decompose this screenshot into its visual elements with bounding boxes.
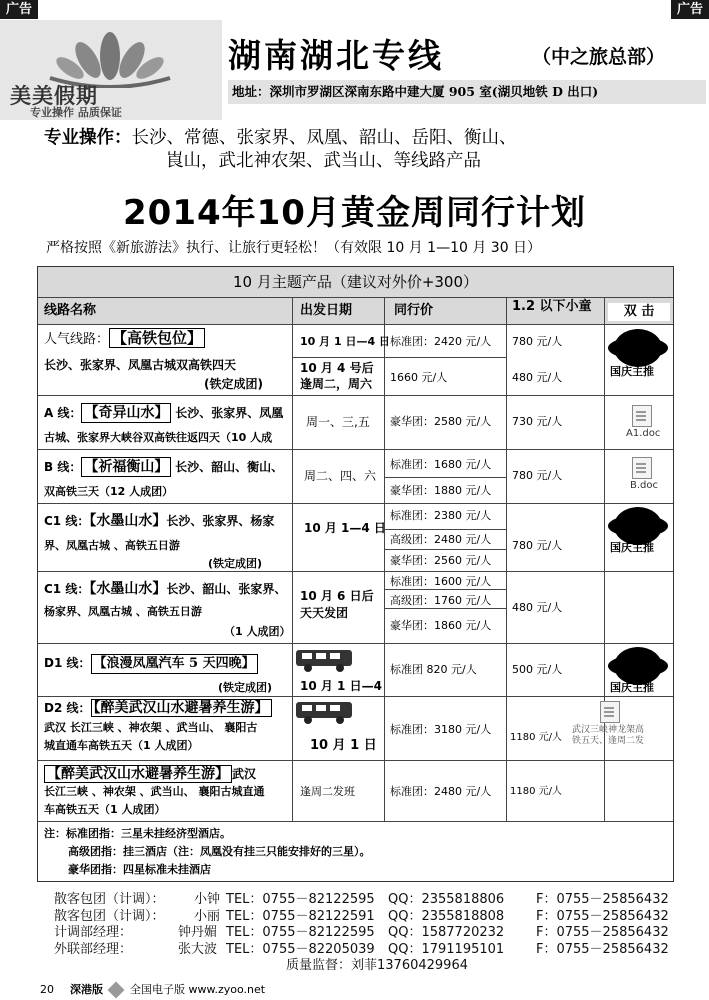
header-date: 出发日期	[300, 303, 353, 318]
rowC1b-price-std: 标准团：1600 元/人	[390, 575, 492, 588]
rowD1-note: (铁定成团)	[218, 681, 273, 694]
doc-icon[interactable]	[632, 405, 652, 427]
rowC1a-title: C1 线：【水墨山水】长沙、张家界、杨家	[44, 513, 275, 529]
page-title: 2014年10月黄金周同行计划	[123, 193, 586, 233]
brand-title: 湖南湖北专线	[228, 36, 444, 75]
rowD1-price: 标准团 820 元/人	[390, 663, 477, 676]
contact-row: 计调部经理： 钟丹媚 TEL：0755－82122595 QQ：1587720232 F：0755－25856432	[54, 925, 669, 940]
rowB-desc: 双高铁三天（12 人成团）	[44, 485, 174, 498]
rowD2a-product-name: 【醉美武汉山水避暑养生游】	[91, 699, 272, 717]
badge-blob-icon	[614, 507, 662, 545]
rowA-product-name: 【奇异山水】	[81, 403, 171, 423]
rowC1b-product-name: 【水墨山水】	[89, 581, 167, 597]
address: 地址：深圳市罗湖区深南东路中建大厦 905 室(湖贝地铁 D 出口)	[228, 80, 706, 104]
rowD2b-product-name: 【醉美武汉山水避暑养生游】	[44, 765, 232, 783]
rowD1-title: D1 线： 【浪漫凤凰汽车 5 天四晚】	[44, 653, 258, 674]
rowC1a-desc: 界、凤凰古城 、高铁五日游	[44, 539, 180, 552]
page-subtitle: 严格按照《新旅游法》执行、让旅行更轻松！（有效限 10 月 1—10 月 30 日）	[46, 240, 542, 256]
header	[0, 20, 709, 120]
logo-name: 美美假期	[10, 83, 98, 108]
badge-blob-icon	[614, 647, 662, 685]
rowD2a-date: 10 月 1 日	[310, 738, 377, 753]
rowB-product-name: 【祈福衡山】	[81, 457, 171, 477]
lotus-logo-icon	[40, 26, 180, 88]
bus-icon	[294, 647, 356, 673]
row1-popular: 人气线路：	[44, 332, 110, 347]
doc-icon[interactable]	[632, 457, 652, 479]
rowB-date: 周二、四、六	[304, 469, 377, 483]
intro-label: 专业操作：	[44, 128, 132, 148]
rowC1b-desc: 杨家界、凤凰古城 、高铁五日游	[44, 605, 202, 618]
rowC1b-date-daily: 天天发团	[300, 606, 349, 620]
intro-line2: 崀山，武北神农架、武当山、等线路产品	[166, 151, 481, 171]
row1b-price: 1660 元/人	[390, 371, 448, 384]
bus-icon	[294, 699, 356, 725]
national-edition[interactable]: 全国电子版 www.zyoo.net	[130, 983, 266, 996]
rowB-title: B 线： 【祈福衡山】 长沙、韶山、衡山、	[44, 459, 284, 475]
header-child: 1.2 以下小童	[512, 299, 592, 314]
rowD2a-price: 标准团：3180 元/人	[390, 723, 492, 736]
contacts	[54, 892, 694, 975]
rowC1a-price-adv: 高级团：2480 元/人	[390, 533, 492, 546]
row1b-child: 480 元/人	[512, 371, 563, 384]
page-number: 20	[40, 983, 54, 996]
rowD2b-title: 【醉美武汉山水避暑养生游】 武汉	[44, 765, 256, 783]
rowA-doc-name[interactable]: A1.doc	[626, 428, 661, 439]
row1-desc: 长沙、张家界、凤凰古城双高铁四天	[44, 358, 237, 372]
rowA-child: 730 元/人	[512, 415, 563, 428]
badge-blob-icon	[614, 329, 662, 367]
note-advanced: 高级团指：挂三酒店（注：凤凰没有挂三只能安排好的三星）。	[68, 845, 371, 858]
edition: 深港版	[70, 983, 103, 996]
ad-label-left: 广告	[0, 0, 38, 19]
rowB-child: 780 元/人	[512, 469, 563, 482]
rowC1a-date: 10 月 1—4 日	[304, 521, 386, 535]
rowC1a-child: 780 元/人	[512, 539, 563, 552]
rowC1b-title: C1 线：【水墨山水】长沙、韶山、张家界、	[44, 581, 287, 597]
page-footer	[0, 980, 709, 1000]
rowD1-date: 10 月 1 日—4	[300, 679, 382, 693]
rowD1-child: 500 元/人	[512, 663, 563, 676]
row1-price: 标准团：2420 元/人	[390, 335, 492, 348]
rowD2b-child: 1180 元/人	[510, 786, 562, 797]
rowD2a-doc-text[interactable]: 武汉三峡神龙架高 铁五天、逢周二发	[572, 725, 645, 746]
rowD2b-desc2: 车高铁五天（1 人成团）	[44, 803, 166, 816]
rowB-price-lux: 豪华团：1880 元/人	[390, 484, 492, 497]
rowC1a-badge: 国庆主推	[610, 541, 654, 554]
rowB-price-std: 标准团：1680 元/人	[390, 458, 492, 471]
rowC1a-price-lux: 豪华团：2560 元/人	[390, 554, 492, 567]
edition-logo-icon	[108, 982, 125, 999]
row1-child: 780 元/人	[512, 335, 563, 348]
rowD2b-price: 标准团：2480 元/人	[390, 785, 492, 798]
rowC1a-product-name: 【水墨山水】	[89, 513, 167, 529]
note-standard: 注：标准团指：三星未挂经济型酒店。	[44, 827, 231, 840]
rowD1-product-name: 【浪漫凤凰汽车 5 天四晚】	[91, 654, 258, 674]
ad-label-right: 广告	[671, 0, 709, 19]
rowD2a-child: 1180 元/人	[510, 732, 562, 743]
rowA-price: 豪华团：2580 元/人	[390, 415, 492, 428]
contact-row: 散客包团（计调）： 小丽 TEL：0755－82122591 QQ：2355818808 F：0755－25856432	[54, 908, 669, 924]
rowD2a-desc2: 城直通车高铁五天（1 人成团）	[44, 739, 199, 752]
rowD2b-desc: 长江三峡 、神农架 、武当山、 襄阳古城直通	[44, 785, 265, 798]
contact-row: 散客包团（计调）： 小钟 TEL：0755－82122595 QQ：2355818806 F：0755－25856432	[54, 892, 669, 907]
rowD2a-title: D2 线： 【醉美武汉山水避暑养生游】	[44, 699, 272, 717]
header-route: 线路名称	[44, 303, 97, 318]
contact-row: 外联部经理： 张大波 TEL：0755－82205039 QQ：1791195101 F：0755－25856432	[54, 941, 669, 957]
rowD2a-desc: 武汉 长江三峡 、神农架 、武当山、 襄阳古	[44, 721, 258, 734]
row1b-date-weekly: 逢周二，周六	[300, 377, 373, 391]
product-table	[37, 266, 674, 882]
rowC1b-date: 10 月 6 日后	[300, 589, 374, 603]
row1-date: 10 月 1 日—4 日	[300, 335, 390, 348]
brand-subtitle: （中之旅总部）	[532, 46, 666, 68]
row1-product-name: 【高铁包位】	[109, 328, 205, 348]
rowB-doc-name[interactable]: B.doc	[630, 480, 659, 491]
rowC1b-price-adv: 高级团：1760 元/人	[390, 594, 492, 607]
rowC1a-note: (铁定成团)	[208, 557, 263, 570]
logo-slogan: 专业操作 品质保证	[30, 106, 122, 119]
row1-badge: 国庆主推	[610, 365, 654, 378]
row1-note: (铁定成团)	[204, 377, 263, 391]
intro-line1: 长沙、常德、张家界、凤凰、韶山、岳阳、衡山、	[131, 128, 517, 148]
rowD1-badge: 国庆主推	[610, 681, 654, 694]
row1b-date: 10 月 4 号后	[300, 361, 374, 375]
rowD2b-date: 逢周二发班	[300, 785, 355, 798]
note-luxury: 豪华团指：四星标准未挂酒店	[68, 863, 211, 876]
rowC1a-price-std: 标准团：2380 元/人	[390, 509, 492, 522]
rowC1b-price-lux: 豪华团：1860 元/人	[390, 619, 492, 632]
row1-title	[44, 328, 205, 350]
rowA-date: 周一、三,五	[306, 415, 370, 429]
doc-icon[interactable]	[600, 701, 620, 723]
intro	[44, 127, 704, 173]
rowC1b-note: （1 人成团）	[224, 625, 291, 638]
rowA-title: A 线： 【奇异山水】 长沙、张家界、凤凰	[44, 405, 284, 421]
rowA-desc: 古城、张家界大峡谷双高铁往返四天（10 人成	[44, 431, 273, 444]
logo	[0, 20, 222, 120]
table-theme: 10 月主题产品（建议对外价+300）	[38, 267, 673, 297]
rowC1b-child: 480 元/人	[512, 601, 563, 614]
header-double-click[interactable]: 双 击	[608, 303, 670, 321]
header-price: 同行价	[394, 303, 434, 318]
quality-supervision: 质量监督：刘菲13760429964	[286, 958, 468, 973]
